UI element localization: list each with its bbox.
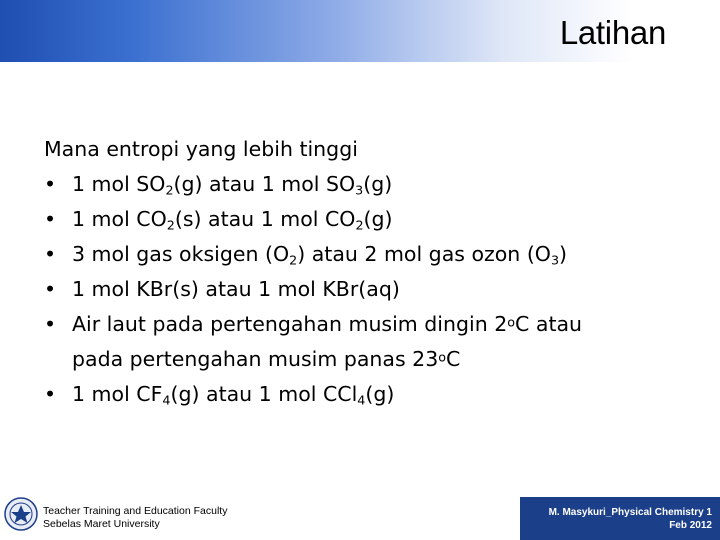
item-text: Air laut pada pertengahan musim dingin 2 bbox=[72, 312, 508, 336]
item-continuation bbox=[72, 342, 704, 377]
list-item bbox=[44, 237, 704, 272]
bullet-icon: • bbox=[44, 277, 57, 301]
item-text: 3 mol gas oksigen (O bbox=[72, 242, 290, 266]
subscript: 2 bbox=[289, 252, 298, 268]
item-text: 1 mol SO bbox=[72, 172, 166, 196]
slide-title: Latihan bbox=[559, 14, 666, 51]
item-text: C bbox=[446, 347, 461, 371]
footer-date: Feb 2012 bbox=[669, 520, 712, 531]
item-text: (s) atau 1 mol CO bbox=[174, 207, 356, 231]
item-text: 1 mol CF bbox=[72, 382, 163, 406]
item-text: ) atau 2 mol gas ozon (O bbox=[297, 242, 551, 266]
subscript: 3 bbox=[355, 182, 364, 198]
item-text: (g) atau 1 mol SO bbox=[173, 172, 356, 196]
bullet-icon: • bbox=[44, 242, 57, 266]
item-text: pada pertengahan musim panas 23 bbox=[72, 347, 439, 371]
faculty-name: Teacher Training and Education Faculty bbox=[43, 505, 228, 517]
subscript: 4 bbox=[162, 392, 171, 408]
footer-right-text bbox=[549, 506, 712, 532]
subscript: 2 bbox=[166, 217, 175, 233]
subscript: 2 bbox=[355, 217, 364, 233]
item-text: C atau bbox=[515, 312, 583, 336]
footer-author-box bbox=[520, 497, 720, 540]
item-text: 1 mol CO bbox=[72, 207, 167, 231]
subscript: 2 bbox=[165, 182, 174, 198]
list-item bbox=[44, 272, 704, 307]
list-item bbox=[44, 202, 704, 237]
item-text: (g) bbox=[363, 172, 393, 196]
subscript: 4 bbox=[357, 392, 366, 408]
subscript: 3 bbox=[550, 252, 560, 268]
item-text: (g) bbox=[363, 207, 393, 231]
list-item bbox=[44, 377, 704, 412]
item-text: ) bbox=[559, 242, 568, 266]
item-text: (g) bbox=[365, 382, 395, 406]
university-name: Sebelas Maret University bbox=[43, 518, 160, 530]
list-item bbox=[44, 167, 704, 202]
superscript: o bbox=[507, 314, 516, 330]
bullet-list bbox=[44, 167, 704, 412]
author-course: M. Masykuri_Physical Chemistry 1 bbox=[548, 507, 712, 518]
list-item bbox=[44, 307, 704, 377]
slide-body bbox=[44, 132, 704, 412]
superscript: o bbox=[438, 349, 447, 365]
intro-text: Mana entropi yang lebih tinggi bbox=[44, 137, 358, 161]
footer-left-text bbox=[43, 505, 227, 531]
university-seal-icon bbox=[4, 497, 38, 531]
item-text: 1 mol KBr(s) atau 1 mol KBr(aq) bbox=[72, 277, 400, 301]
bullet-icon: • bbox=[44, 207, 57, 231]
item-text: (g) atau 1 mol CCl bbox=[170, 382, 358, 406]
bullet-icon: • bbox=[44, 312, 57, 336]
bullet-icon: • bbox=[44, 382, 57, 406]
bullet-icon: • bbox=[44, 172, 57, 196]
footer-institution bbox=[0, 491, 250, 540]
